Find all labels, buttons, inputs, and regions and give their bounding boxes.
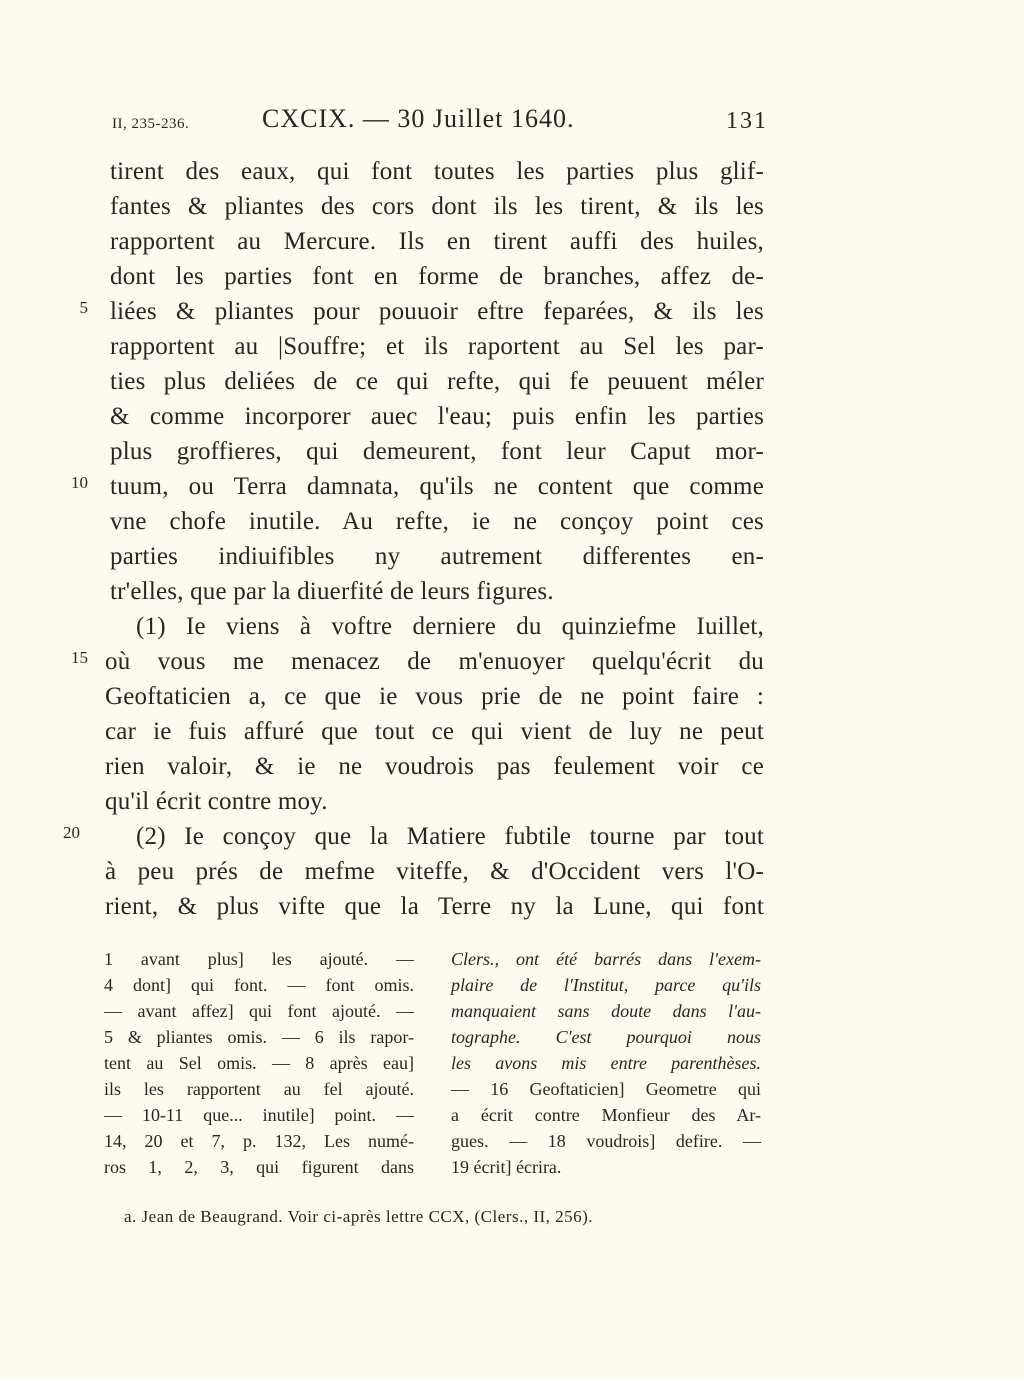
- text-line: [0, 259, 1024, 294]
- line-text: qu'il écrit contre moy.: [105, 788, 328, 815]
- text-line: [0, 434, 1024, 469]
- footnote: a. Jean de Beaugrand. Voir ci-après lettre CCX, (Clers., II, 256).: [124, 1207, 594, 1226]
- text-line: [0, 714, 1024, 749]
- note-line: 5 & pliantes omis. — 6 ils rapor-: [104, 1027, 414, 1047]
- line-number: 20: [63, 823, 80, 842]
- note-line: les avons mis entre parenthèses.: [451, 1053, 761, 1073]
- text-line: [0, 574, 1024, 609]
- line-text: Geoftaticien a, ce que ie vous prie de ne point faire :: [105, 683, 764, 710]
- line-text: vne chofe inutile. Au refte, ie ne conçoy point ces: [110, 508, 764, 535]
- text-line: [0, 784, 1024, 819]
- line-text: (2) Ie conçoy que la Matiere fubtile tourne par tout: [136, 823, 764, 850]
- text-line: [0, 364, 1024, 399]
- line-text: tuum, ou Terra damnata, qu'ils ne content que comme: [110, 473, 764, 500]
- line-text: parties indiuifibles ny autrement differentes en-: [110, 543, 764, 570]
- notes-column-right: [451, 946, 761, 1180]
- line-text: (1) Ie viens à voftre derniere du quinziefme Iuillet,: [136, 613, 764, 640]
- note-line: plaire de l'Institut, parce qu'ils: [451, 975, 761, 995]
- line-text: dont les parties font en forme de branches, affez de-: [110, 263, 764, 290]
- line-text: & comme incorporer auec l'eau; puis enfin les parties: [110, 403, 764, 430]
- note-line: — 10-11 que... inutile] point. —: [104, 1105, 414, 1125]
- line-text: car ie fuis affuré que tout ce qui vient de luy ne peut: [105, 718, 764, 745]
- note-line: tographe. C'est pourquoi nous: [451, 1027, 761, 1047]
- line-text: rapportent au Mercure. Ils en tirent auffi des huiles,: [110, 228, 764, 255]
- text-line: [0, 749, 1024, 784]
- note-line: gues. — 18 voudrois] defire. —: [451, 1131, 761, 1151]
- page-number: 131: [726, 108, 768, 134]
- line-text: ties plus deliées de ce qui refte, qui fe peuuent méler: [110, 368, 764, 395]
- text-line: [0, 154, 1024, 189]
- text-line: [0, 539, 1024, 574]
- notes-column-left: [104, 946, 414, 1180]
- text-line: [0, 889, 1024, 924]
- text-line: [0, 469, 1024, 504]
- note-line: ros 1, 2, 3, qui figurent dans: [104, 1157, 414, 1177]
- line-text: rapportent au |Souffre; et ils raportent au Sel les par-: [110, 333, 764, 360]
- line-text: où vous me menacez de m'enuoyer quelqu'écrit du: [105, 648, 764, 675]
- line-text: fantes & pliantes des cors dont ils les tirent, & ils les: [110, 193, 764, 220]
- running-header: [112, 104, 768, 140]
- text-line: [0, 854, 1024, 889]
- note-line: a écrit contre Monfieur des Ar-: [451, 1105, 761, 1125]
- note-line: tent au Sel omis. — 8 après eau]: [104, 1053, 414, 1073]
- note-line: 1 avant plus] les ajouté. —: [104, 949, 414, 969]
- line-text: rient, & plus vifte que la Terre ny la Lune, qui font: [105, 893, 764, 920]
- note-line: manquaient sans doute dans l'au-: [451, 1001, 761, 1021]
- note-line: — avant affez] qui font ajouté. —: [104, 1001, 414, 1021]
- line-text: liées & pliantes pour pouuoir eftre feparées, & ils les: [110, 298, 764, 325]
- text-line: [0, 224, 1024, 259]
- line-number: 5: [79, 298, 88, 317]
- note-line: 19 écrit] écrira.: [451, 1157, 562, 1177]
- note-line: — 16 Geoftaticien] Geometre qui: [451, 1079, 761, 1099]
- note-line: 14, 20 et 7, p. 132, Les numé-: [104, 1131, 414, 1151]
- text-line: [0, 609, 1024, 644]
- text-line: [0, 819, 1024, 854]
- text-line: [0, 644, 1024, 679]
- volume-reference: II, 235-236.: [112, 116, 190, 132]
- line-number: 15: [71, 648, 88, 667]
- line-number: 10: [71, 473, 88, 492]
- text-line: [0, 294, 1024, 329]
- text-line: [0, 504, 1024, 539]
- line-text: à peu prés de mefme viteffe, & d'Occident vers l'O-: [105, 858, 764, 885]
- note-line: ils les rapportent au fel ajouté.: [104, 1079, 414, 1099]
- text-line: [0, 329, 1024, 364]
- note-line: 4 dont] qui font. — font omis.: [104, 975, 414, 995]
- note-line: Clers., ont été barrés dans l'exem-: [451, 949, 761, 969]
- text-line: [0, 399, 1024, 434]
- text-line: [0, 679, 1024, 714]
- text-line: [0, 189, 1024, 224]
- line-text: plus groffieres, qui demeurent, font leur Caput mor-: [110, 438, 764, 465]
- line-text: tirent des eaux, qui font toutes les parties plus glif-: [110, 158, 764, 185]
- letter-heading: CXCIX. — 30 Juillet 1640.: [262, 104, 575, 133]
- line-text: rien valoir, & ie ne voudrois pas feulement voir ce: [105, 753, 764, 780]
- line-text: tr'elles, que par la diuerfité de leurs figures.: [110, 578, 554, 605]
